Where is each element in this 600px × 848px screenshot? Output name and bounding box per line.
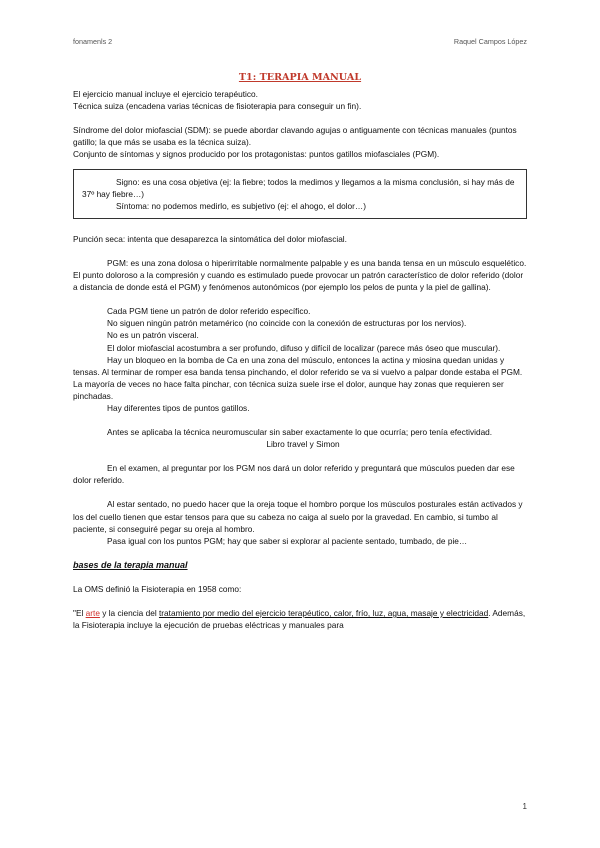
- sdm-paragraph: Síndrome del dolor miofascial (SDM): se puede abordar clavando agujas o antiguamente con técnicas manuales (puntos gatillo; la que más se usaba es la técnica suiza).: [73, 125, 517, 148]
- oms-paragraph: La OMS definió la Fisioterapia en 1958 como:: [73, 583, 242, 594]
- intro-line-1: El ejercicio manual incluye el ejercicio terapéutico.: [73, 89, 258, 100]
- exam-paragraph: En el examen, al preguntar por los PGM nos dará un dolor referido y preguntará que músculos pueden dar ese dolor referido.: [73, 463, 515, 486]
- pgm-definition: PGM: es una zona dolosa o hiperirritable normalmente palpable y es una banda tensa en un músculo esquelético. El punto doloroso a la compresión y cuando es estimulado puede provocar un patrón característico de dolor referido (dolor a distancia de donde está el PGM) y fenómenos autonómicos (por ejemplo los pelos de punta y la piel de gallina).: [73, 257, 527, 293]
- puncion-seca: Punción seca: intenta que desaparezca la sintomática del dolor miofascial.: [73, 233, 347, 244]
- quote-tratamiento: tratamiento por medio del ejercicio terapéutico, calor, frío, luz, agua, masaje y electricidad: [158, 608, 489, 618]
- pgm-point-2: No siguen ningún patrón metamérico (no coincide con la conexión de estructuras por los nervios).: [107, 318, 467, 329]
- header-left: fonamenls 2: [73, 37, 113, 46]
- pgm-point-3: No es un patrón visceral.: [107, 330, 199, 341]
- definition-box: [73, 169, 527, 219]
- book-reference: Libro travel y Simon: [266, 439, 340, 450]
- pgm-point-5: Hay un bloqueo en la bomba de Ca en una zona del músculo, entonces la actina y miosina quedan unidas y tensas. Al terminar de romper esa banda tensa pinchando, el dolor referido se va si vuelvo a palpar donde estaba el PGM. La mayoría de veces no hace falta pinchar, con técnica suiza suele irse el dolor, aunque hay zonas que requieren ser pinchadas.: [73, 354, 523, 401]
- pgm-point-4: El dolor miofascial acostumbra a ser profundo, difuso y difícil de localizar (parece más óseo que muscular).: [107, 342, 501, 353]
- intro-line-2: Técnica suiza (encadena varias técnicas de fisioterapia para conseguir un fin).: [73, 101, 362, 112]
- box-signo: Signo: es una cosa objetiva (ej: la fiebre; todos la medimos y llegamos a la misma conclusión, si hay más de 37º hay fiebre…): [82, 176, 515, 199]
- quote-arte: arte: [85, 608, 100, 618]
- quote-pre: "El: [73, 608, 86, 618]
- section-heading: bases de la terapia manual: [73, 559, 188, 570]
- box-sintoma: Síntoma: no podemos medirlo, es subjetivo (ej: el ahogo, el dolor…): [116, 200, 366, 211]
- quote-post: . Además, la Fisioterapia incluye la ejecución de pruebas eléctricas y manuales para: [73, 608, 526, 631]
- header-right: Raquel Campos López: [453, 37, 527, 46]
- pgm-point-1: Cada PGM tiene un patrón de dolor referido específico.: [107, 306, 311, 317]
- neuromuscular-paragraph: Antes se aplicaba la técnica neuromuscular sin saber exactamente lo que ocurría; pero tenía efectividad.: [107, 427, 493, 438]
- page-number: 1: [522, 802, 527, 811]
- oms-quote: [73, 607, 527, 631]
- sentado-paragraph: Al estar sentado, no puedo hacer que la oreja toque el hombro porque los músculos posturales están activados y los del cuello tienen que estar tensos para que su cabeza no caiga al suelo por la gravedad. En cambio, si tumbo al paciente, si conseguiré pegar su oreja al hombro.: [73, 499, 523, 534]
- page-title: T1: TERAPIA MANUAL: [238, 72, 362, 83]
- pgm-posture-paragraph: Pasa igual con los puntos PGM; hay que saber si explorar al paciente sentado, tumbado, de pie…: [107, 535, 468, 546]
- sdm-conjunto: Conjunto de síntomas y signos producido por los protagonistas: puntos gatillos miofasciales (PGM).: [73, 149, 440, 160]
- quote-mid: y la ciencia del: [99, 608, 159, 618]
- pgm-point-6: Hay diferentes tipos de puntos gatillos.: [107, 402, 250, 413]
- document-body: [73, 72, 527, 631]
